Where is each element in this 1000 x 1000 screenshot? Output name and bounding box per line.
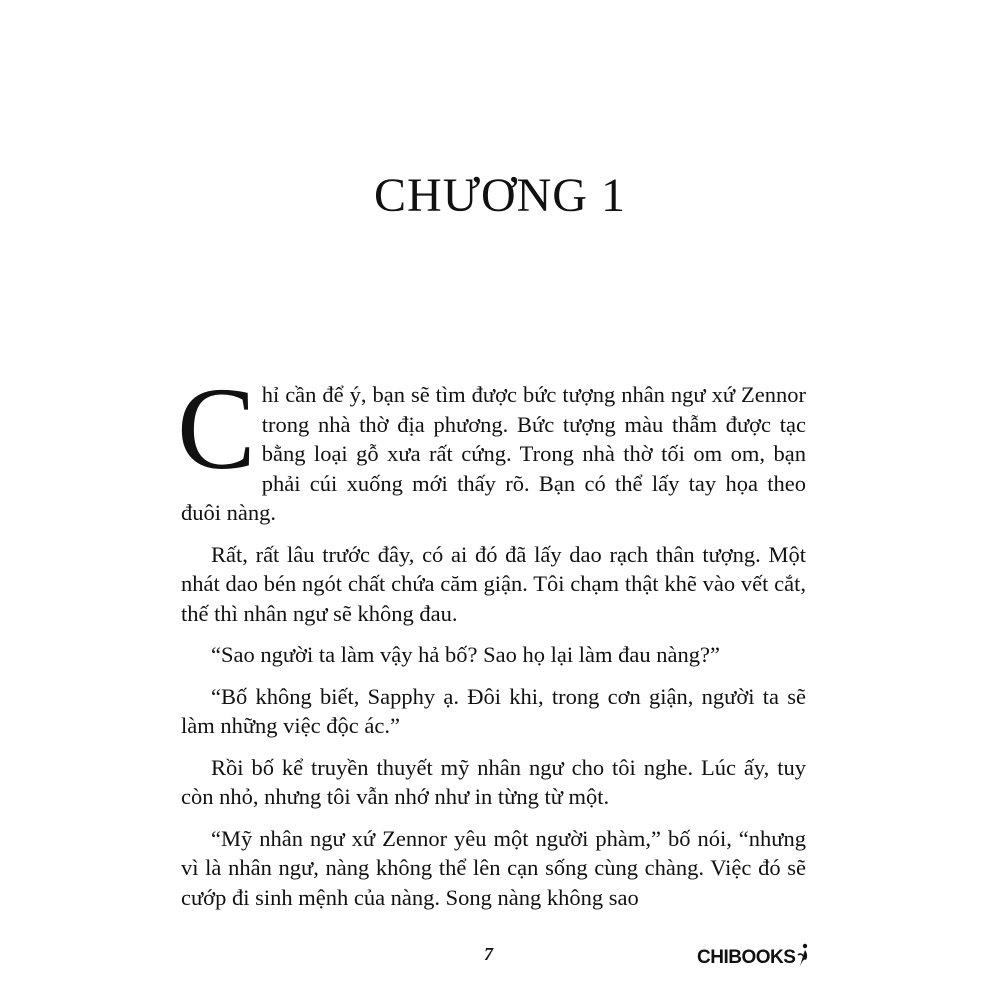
drop-cap-letter: C	[177, 363, 256, 494]
paragraph-6: “Mỹ nhân ngư xứ Zennor yêu một người phàm,” bố nói, “nhưng vì là nhân ngư, nàng không thể lên cạn sống cùng chàng. Việc đó sẽ cướp đi sinh mệnh của nàng. Song nàng không sao	[181, 825, 806, 910]
paragraph-1	[177, 363, 806, 528]
paragraph-3: “Sao người ta làm vậy hả bố? Sao họ lại làm đau nàng?”	[211, 642, 720, 667]
page-number: 7	[484, 944, 493, 964]
leaf-figure-icon	[796, 943, 810, 967]
paragraph-1-text: hỉ cần để ý, bạn sẽ tìm được bức tượng nhân ngư xứ Zennor trong nhà thờ địa phương. Bức tượng màu thẫm được tạc bằng loại gỗ xưa rất cứng. Trong nhà thờ tối om om, bạn phải cúi xuống mới thấy rõ. Bạn có thể lấy tay họa theo đuôi nàng.	[181, 382, 806, 525]
publisher-logo	[697, 943, 810, 969]
chapter-body	[177, 363, 806, 924]
paragraph-4: “Bố không biết, Sapphy ạ. Đôi khi, trong cơn giận, người ta sẽ làm những việc độc ác.”	[181, 683, 806, 738]
paragraph-5: Rồi bố kể truyền thuyết mỹ nhân ngư cho tôi nghe. Lúc ấy, tuy còn nhỏ, nhưng tôi vẫn nhớ như in từng từ một.	[181, 754, 806, 809]
chapter-title: CHƯƠNG 1	[374, 169, 626, 222]
paragraph-2: Rất, rất lâu trước đây, có ai đó đã lấy dao rạch thân tượng. Một nhát dao bén ngót chất chứa căm giận. Tôi chạm thật khẽ vào vết cắt, thế thì nhân ngư sẽ không đau.	[181, 541, 806, 626]
publisher-name: CHIBOOKS	[697, 947, 796, 968]
